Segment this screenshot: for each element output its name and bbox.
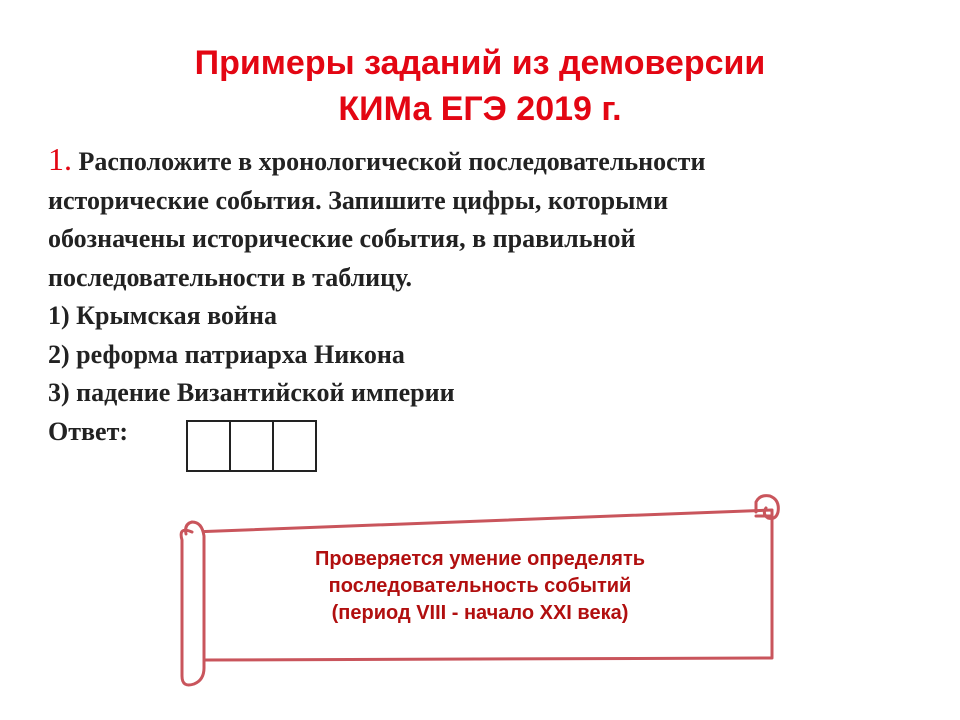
scroll-text: [216, 546, 744, 627]
answer-table: [186, 420, 317, 472]
scroll-banner: [176, 492, 784, 692]
task-line-2: исторические события. Запишите цифры, которыми: [48, 185, 669, 215]
option-2: 2) реформа патриарха Никона: [48, 339, 405, 369]
scroll-line-1: Проверяется умение определять: [314, 548, 646, 570]
answer-cell-2[interactable]: [231, 422, 274, 470]
option-1: 1) Крымская война: [48, 301, 277, 330]
answer-label: Ответ:: [48, 416, 129, 446]
task-line-1: [48, 140, 928, 182]
slide-title: [0, 40, 960, 132]
task-line-3: обозначены исторические события, в правильной: [48, 224, 636, 253]
answer-cell-3[interactable]: [274, 422, 317, 470]
option-3: 3) падение Византийской империи: [48, 378, 455, 407]
title-line-1: Примеры заданий из демоверсии: [194, 44, 766, 82]
scroll-line-3: (период VIII - начало XXI века): [331, 602, 629, 624]
task-instruction-part-1: Расположите в хронологической последовательности: [72, 147, 706, 176]
scroll-line-2: последовательность событий: [328, 575, 632, 597]
title-line-2: КИМа ЕГЭ 2019 г.: [338, 90, 622, 128]
task-line-4: последовательности в таблицу.: [48, 262, 413, 292]
task-number: 1.: [48, 141, 72, 177]
task-text: [48, 140, 928, 451]
answer-cell-1[interactable]: [188, 422, 231, 470]
